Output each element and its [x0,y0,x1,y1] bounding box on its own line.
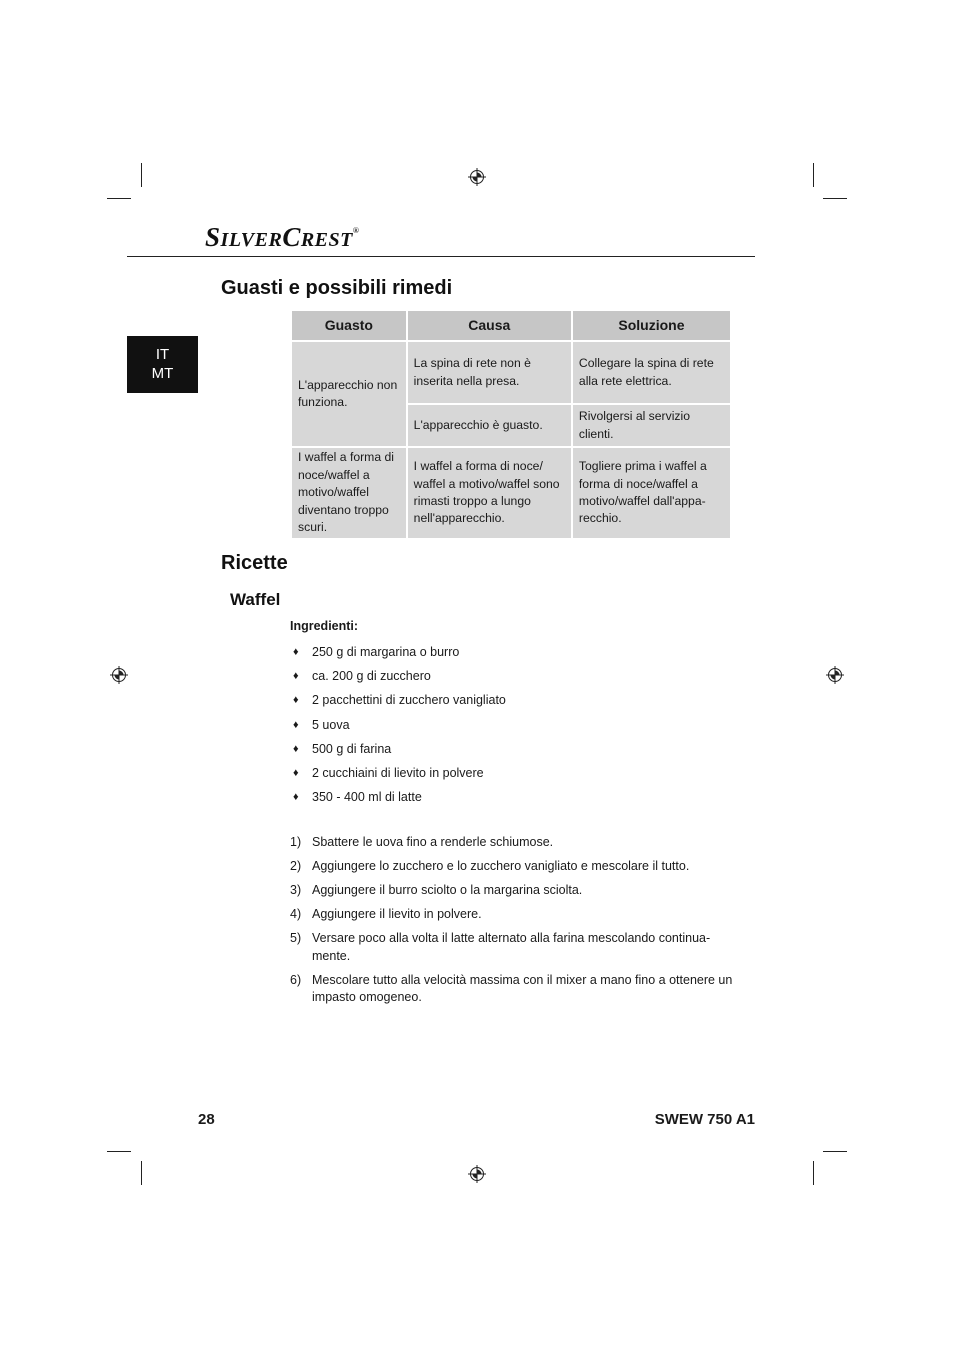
diamond-bullet-icon: ♦ [293,791,299,804]
crop-mark [107,1151,131,1152]
diamond-bullet-icon: ♦ [293,670,299,683]
table-cell-soluzione: Collegare la spina di rete alla rete elettrica. [572,341,731,404]
troubleshooting-table [290,309,732,540]
step-text: Aggiungere il lievito in polvere. [312,907,482,921]
diamond-bullet-icon: ♦ [293,742,299,755]
table-cell-guasto: L'apparecchio non funziona. [291,341,407,447]
header-rule [127,256,755,257]
table-cell-causa: I waffel a forma di noce/ waffel a motivo/waffel sono rimasti troppo a lungo nell'apparecchio. [407,447,572,539]
diamond-bullet-icon: ♦ [293,646,299,658]
list-item: ♦ 500 g di farina [290,740,506,764]
list-item [290,834,740,852]
list-item: ♦ 2 pacchettini di zucchero vanigliato [290,691,506,715]
step-text: Mescolare tutto alla velocità massima con il mixer a mano fino a ottenere un impasto omogeneo. [312,972,733,1004]
table-cell-guasto: I waffel a forma di noce/waffel a motivo/waffel diventano troppo scuri. [291,447,407,539]
list-item: ♦ 5 uova [290,716,506,740]
step-number: 3) [290,883,302,897]
step-text: Sbattere le uova fino a renderle schiumose. [312,835,554,849]
column-header: Guasto [291,310,407,341]
table-row [291,341,731,404]
crop-mark [823,198,847,199]
list-item [290,906,740,924]
crop-mark [813,163,814,187]
diamond-bullet-icon: ♦ [293,766,299,779]
list-item: ♦ 350 - 400 ml di latte [290,788,506,812]
registration-mark-icon [826,666,844,684]
language-tab [127,336,198,393]
list-item [290,882,740,900]
registration-mark-icon [110,666,128,684]
recipe-steps [290,834,740,1013]
column-header: Causa [407,310,572,341]
section-title: Guasti e possibili rimedi [221,277,453,299]
list-item [290,972,740,1007]
table-row [291,447,731,539]
column-header: Soluzione [572,310,731,341]
subsection-title: Waffel [230,590,281,609]
registration-mark-icon [468,1165,486,1183]
table-header-row [291,310,731,341]
step-number: 2) [290,859,302,873]
diamond-bullet-icon: ♦ [293,694,299,707]
list-item: ♦ ca. 200 g di zucchero [290,667,506,691]
language-code: IT [155,346,170,363]
step-text: Aggiungere il burro sciolto o la margarina sciolta. [312,883,583,897]
crop-mark [823,1151,847,1152]
model-number: SWEW 750 A1 [654,1111,755,1128]
ingredients-label: Ingredienti: [290,619,359,633]
crop-mark [141,163,142,187]
language-code: MT [151,365,174,382]
crop-mark [141,1161,142,1185]
page-number: 28 [198,1111,215,1128]
step-number: 6) [290,972,302,987]
list-item: ♦ 250 g di margarina o burro [290,643,506,667]
diamond-bullet-icon: ♦ [293,718,299,731]
section-title: Ricette [221,552,288,574]
brand-logo: SILVERCREST® [205,222,360,252]
list-item [290,930,740,965]
registration-mark-icon [468,168,486,186]
step-text: Aggiungere lo zucchero e lo zucchero vanigliato e mescolare il tutto. [312,859,690,873]
crop-mark [813,1161,814,1185]
table-cell-causa: La spina di rete non è inserita nella presa. [407,341,572,404]
step-number: 1) [290,835,302,849]
table-cell-soluzione: Togliere prima i waffel a forma di noce/waffel a motivo/waffel dall'appa- recchio. [572,447,731,539]
step-number: 4) [290,907,302,921]
list-item [290,858,740,876]
crop-mark [107,198,131,199]
table-cell-causa: L'apparecchio è guasto. [407,404,572,447]
ingredients-list [290,643,506,812]
table-cell-soluzione: Rivolgersi al servizio clienti. [572,404,731,447]
step-number: 5) [290,931,302,945]
step-text: Versare poco alla volta il latte alternato alla farina mescolando continua- mente. [312,931,711,963]
list-item: ♦ 2 cucchiaini di lievito in polvere [290,764,506,788]
